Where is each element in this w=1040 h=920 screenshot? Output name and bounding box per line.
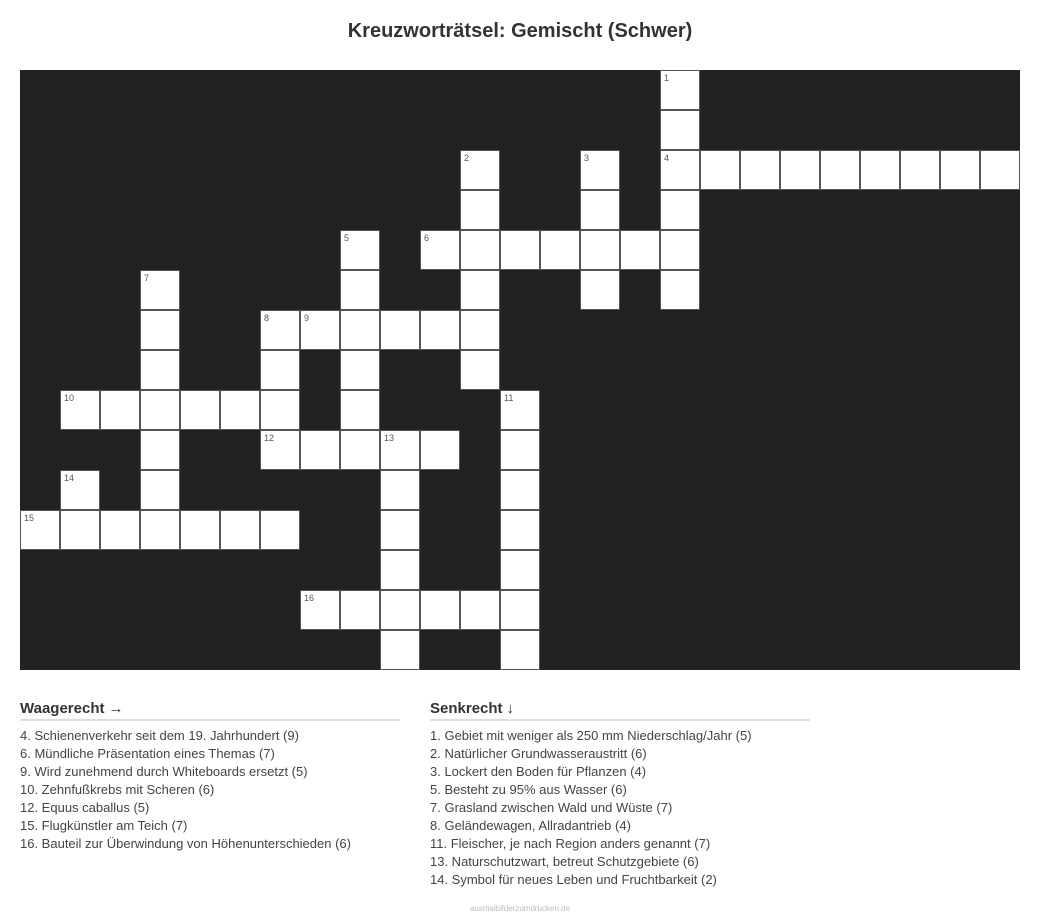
crossword-cell[interactable] — [980, 150, 1020, 190]
crossword-cell[interactable] — [260, 350, 300, 390]
across-clue-list — [20, 727, 400, 853]
crossword-cell[interactable] — [660, 150, 700, 190]
arrow-right-icon: → — [108, 700, 124, 717]
crossword-cell[interactable] — [340, 270, 380, 310]
clue-number: 12 — [264, 433, 275, 443]
crossword-cell[interactable] — [500, 430, 540, 470]
crossword-cell[interactable] — [660, 270, 700, 310]
crossword-cell[interactable] — [580, 230, 620, 270]
crossword-cell[interactable] — [340, 230, 380, 270]
crossword-cell[interactable] — [420, 430, 460, 470]
crossword-cell[interactable] — [380, 470, 420, 510]
crossword-cell[interactable] — [540, 230, 580, 270]
crossword-cell[interactable] — [300, 590, 340, 630]
down-clue: 1. Gebiet mit weniger als 250 mm Niederschlag/Jahr (5) — [430, 728, 752, 743]
clue-number: 10 — [64, 393, 75, 403]
crossword-cell[interactable] — [140, 470, 180, 510]
crossword-cell[interactable] — [500, 230, 540, 270]
across-clue: 15. Flugkünstler am Teich (7) — [20, 818, 188, 833]
clue-number: 6 — [424, 233, 430, 243]
crossword-cell[interactable] — [500, 590, 540, 630]
crossword-cell[interactable] — [660, 190, 700, 230]
crossword-cell[interactable] — [460, 350, 500, 390]
crossword-cell[interactable] — [140, 510, 180, 550]
down-clue-list — [430, 727, 810, 889]
crossword-cell[interactable] — [460, 590, 500, 630]
crossword-cell[interactable] — [180, 390, 220, 430]
crossword-cell[interactable] — [20, 510, 60, 550]
crossword-cell[interactable] — [340, 390, 380, 430]
crossword-cell[interactable] — [940, 150, 980, 190]
down-clue: 8. Geländewagen, Allradantrieb (4) — [430, 818, 631, 833]
crossword-cell[interactable] — [740, 150, 780, 190]
clue-number: 7 — [144, 273, 150, 283]
crossword-cell[interactable] — [460, 270, 500, 310]
crossword-cell[interactable] — [780, 150, 820, 190]
crossword-cell[interactable] — [420, 230, 460, 270]
crossword-cell[interactable] — [700, 150, 740, 190]
crossword-cell[interactable] — [100, 390, 140, 430]
down-clue: 7. Grasland zwischen Wald und Wüste (7) — [430, 800, 673, 815]
across-clue: 6. Mündliche Präsentation eines Themas (7) — [20, 746, 275, 761]
crossword-cell[interactable] — [660, 230, 700, 270]
crossword-cell[interactable] — [500, 390, 540, 430]
crossword-cell[interactable] — [140, 270, 180, 310]
crossword-cell[interactable] — [620, 230, 660, 270]
across-clue: 4. Schienenverkehr seit dem 19. Jahrhundert (9) — [20, 728, 299, 743]
crossword-cell[interactable] — [580, 150, 620, 190]
across-heading-label: Waagerecht — [20, 700, 105, 717]
clue-number: 13 — [384, 433, 395, 443]
crossword-cell[interactable] — [900, 150, 940, 190]
clue-number: 3 — [584, 153, 590, 163]
crossword-cell[interactable] — [380, 630, 420, 670]
across-clue: 12. Equus caballus (5) — [20, 800, 150, 815]
down-clue: 13. Naturschutzwart, betreut Schutzgebiete (6) — [430, 854, 699, 869]
crossword-cell[interactable] — [460, 150, 500, 190]
down-clue: 3. Lockert den Boden für Pflanzen (4) — [430, 764, 647, 779]
crossword-cell[interactable] — [420, 310, 460, 350]
crossword-cell[interactable] — [100, 510, 140, 550]
crossword-cell[interactable] — [420, 590, 460, 630]
down-heading-label: Senkrecht — [430, 700, 503, 717]
crossword-cell[interactable] — [380, 510, 420, 550]
crossword-cell[interactable] — [60, 510, 100, 550]
crossword-cell[interactable] — [460, 310, 500, 350]
page-title: Kreuzworträtsel: Gemischt (Schwer) — [347, 20, 693, 42]
clue-number: 1 — [664, 73, 670, 83]
down-clue: 14. Symbol für neues Leben und Fruchtbarkeit (2) — [430, 872, 717, 887]
crossword-cell[interactable] — [460, 190, 500, 230]
crossword-cell[interactable] — [340, 430, 380, 470]
crossword-cell[interactable] — [500, 630, 540, 670]
crossword-cell[interactable] — [340, 310, 380, 350]
crossword-cell[interactable] — [500, 510, 540, 550]
clue-number: 2 — [464, 153, 470, 163]
crossword-cell[interactable] — [380, 590, 420, 630]
clue-number: 5 — [344, 233, 350, 243]
across-clue: 16. Bauteil zur Überwindung von Höhenunterschieden (6) — [20, 836, 351, 851]
crossword-cell[interactable] — [260, 430, 300, 470]
crossword-cell[interactable] — [140, 390, 180, 430]
clue-number: 4 — [664, 153, 670, 163]
crossword-cell[interactable] — [660, 110, 700, 150]
crossword-cell[interactable] — [660, 70, 700, 110]
across-clue: 9. Wird zunehmend durch Whiteboards ersetzt (5) — [20, 764, 308, 779]
down-clue: 11. Fleischer, je nach Region anders genannt (7) — [430, 836, 711, 851]
crossword-cell[interactable] — [580, 270, 620, 310]
crossword-cell[interactable] — [140, 310, 180, 350]
crossword-cell[interactable] — [460, 230, 500, 270]
crossword-cell[interactable] — [220, 510, 260, 550]
across-clue: 10. Zehnfußkrebs mit Scheren (6) — [20, 782, 215, 797]
crossword-cell[interactable] — [260, 310, 300, 350]
crossword-cell[interactable] — [180, 510, 220, 550]
crossword-cell[interactable] — [820, 150, 860, 190]
crossword-cell[interactable] — [580, 190, 620, 230]
clue-number: 9 — [304, 313, 310, 323]
crossword-cell[interactable] — [300, 310, 340, 350]
crossword-cell[interactable] — [380, 310, 420, 350]
crossword-cell[interactable] — [260, 510, 300, 550]
crossword-cell[interactable] — [60, 390, 100, 430]
clue-number: 11 — [504, 393, 514, 403]
crossword-grid — [20, 70, 1020, 670]
crossword-cell[interactable] — [860, 150, 900, 190]
crossword-cell[interactable] — [60, 470, 100, 510]
crossword-cell[interactable] — [500, 550, 540, 590]
clue-number: 15 — [24, 513, 35, 523]
down-clues-panel — [430, 700, 810, 889]
clue-number: 8 — [264, 313, 270, 323]
across-heading — [20, 700, 400, 721]
clue-number: 16 — [304, 593, 315, 603]
down-clue: 2. Natürlicher Grundwasseraustritt (6) — [430, 746, 647, 761]
down-heading — [430, 700, 810, 721]
crossword-cell[interactable] — [140, 350, 180, 390]
crossword-cell[interactable] — [500, 470, 540, 510]
down-clue: 5. Besteht zu 95% aus Wasser (6) — [430, 782, 627, 797]
crossword-cell[interactable] — [340, 350, 380, 390]
crossword-cell[interactable] — [300, 430, 340, 470]
crossword-cell[interactable] — [220, 390, 260, 430]
across-clues-panel — [20, 700, 400, 853]
crossword-cell[interactable] — [140, 430, 180, 470]
crossword-cell[interactable] — [260, 390, 300, 430]
clue-number: 14 — [64, 473, 75, 483]
footer-credit: ausmalbilderzumdrucken.de — [469, 904, 571, 913]
arrow-down-icon: ↓ — [506, 700, 515, 717]
crossword-cell[interactable] — [380, 430, 420, 470]
crossword-cell[interactable] — [380, 550, 420, 590]
crossword-cell[interactable] — [340, 590, 380, 630]
